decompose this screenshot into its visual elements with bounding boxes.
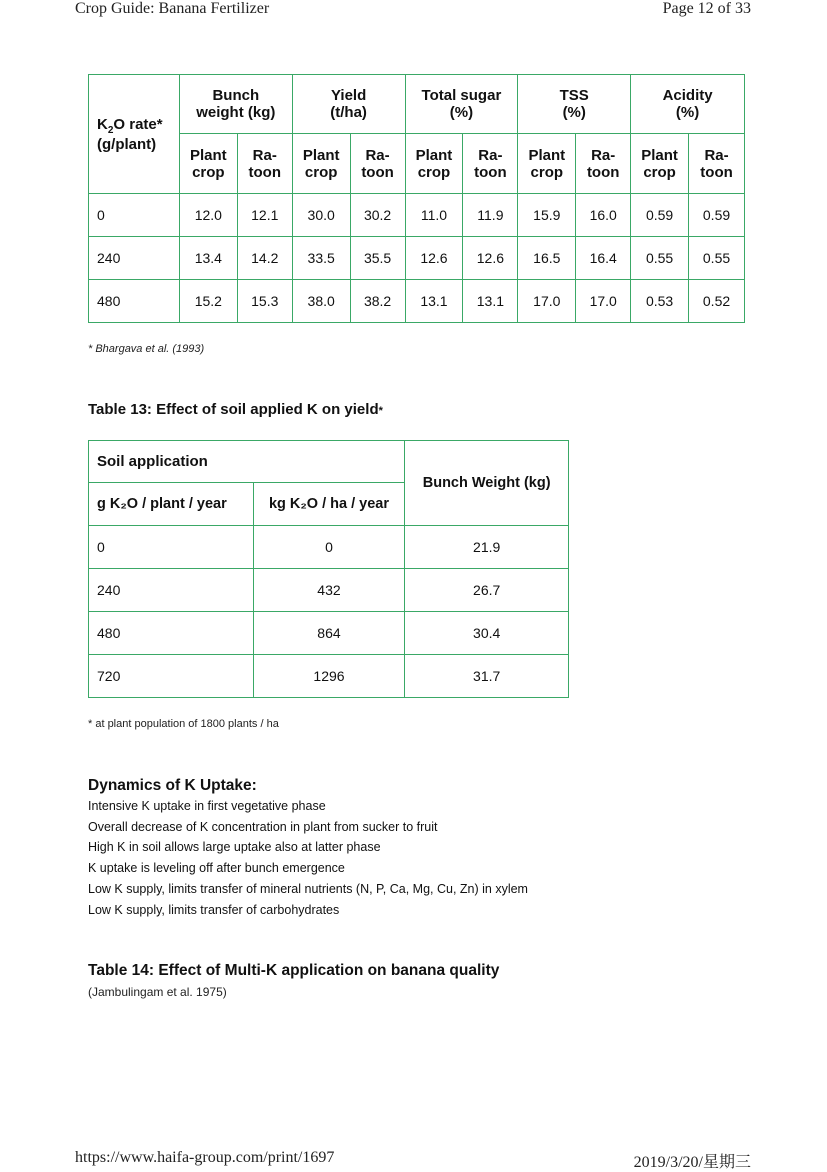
table-row bbox=[89, 612, 569, 655]
table13-footnote: * at plant population of 1800 plants / ha bbox=[88, 718, 279, 730]
cell: 0 bbox=[89, 194, 180, 237]
subheader-plant-crop: Plant crop bbox=[518, 134, 576, 194]
group-header: Bunch weight (kg) bbox=[179, 75, 292, 134]
soil-application-header: Soil application bbox=[89, 441, 405, 483]
subheader-plant-crop: Plant crop bbox=[631, 134, 689, 194]
table-row bbox=[89, 526, 569, 569]
list-item: Low K supply, limits transfer of mineral nutrients (N, P, Ca, Mg, Cu, Zn) in xylem bbox=[88, 882, 528, 896]
cell: 0.59 bbox=[631, 194, 689, 237]
table-row bbox=[89, 569, 569, 612]
kg-per-ha-header: kg K₂O / ha / year bbox=[253, 483, 405, 526]
header-title: Crop Guide: Banana Fertilizer bbox=[75, 0, 270, 17]
table-row bbox=[89, 655, 569, 698]
table12-footnote: * Bhargava et al. (1993) bbox=[88, 343, 205, 355]
table-row bbox=[89, 237, 745, 280]
cell: 0.53 bbox=[631, 280, 689, 323]
cell: 13.4 bbox=[179, 237, 237, 280]
cell: 1296 bbox=[253, 655, 405, 698]
dynamics-title: Dynamics of K Uptake: bbox=[88, 777, 257, 794]
subheader-ratoon: Ra- toon bbox=[463, 134, 518, 194]
list-item: High K in soil allows large uptake also at latter phase bbox=[88, 840, 381, 854]
cell: 16.0 bbox=[576, 194, 631, 237]
table-row bbox=[89, 194, 745, 237]
cell: 30.2 bbox=[350, 194, 405, 237]
cell: 432 bbox=[253, 569, 405, 612]
list-item: Overall decrease of K concentration in plant from sucker to fruit bbox=[88, 820, 438, 834]
page-number: Page 12 of 33 bbox=[662, 0, 751, 17]
table-k2o-rate bbox=[88, 74, 745, 323]
cell: 12.6 bbox=[405, 237, 463, 280]
cell: 720 bbox=[89, 655, 254, 698]
list-item: K uptake is leveling off after bunch emergence bbox=[88, 861, 345, 875]
cell: 0 bbox=[253, 526, 405, 569]
list-item: Intensive K uptake in first vegetative phase bbox=[88, 799, 326, 813]
cell: 864 bbox=[253, 612, 405, 655]
table13-title: Table 13: Effect of soil applied K on yield* bbox=[88, 401, 383, 418]
cell: 15.3 bbox=[237, 280, 292, 323]
cell: 240 bbox=[89, 237, 180, 280]
cell: 35.5 bbox=[350, 237, 405, 280]
cell: 240 bbox=[89, 569, 254, 612]
list-item: Low K supply, limits transfer of carbohydrates bbox=[88, 903, 340, 917]
bunch-weight-header: Bunch Weight (kg) bbox=[405, 441, 569, 526]
subheader-ratoon: Ra- toon bbox=[576, 134, 631, 194]
cell: 33.5 bbox=[292, 237, 350, 280]
cell: 12.6 bbox=[463, 237, 518, 280]
cell: 0.55 bbox=[689, 237, 745, 280]
cell: 480 bbox=[89, 612, 254, 655]
group-header: Yield (t/ha) bbox=[292, 75, 405, 134]
group-header: Acidity (%) bbox=[631, 75, 745, 134]
cell: 31.7 bbox=[405, 655, 569, 698]
cell: 30.4 bbox=[405, 612, 569, 655]
table14-source: (Jambulingam et al. 1975) bbox=[88, 985, 227, 999]
cell: 11.9 bbox=[463, 194, 518, 237]
subheader-plant-crop: Plant crop bbox=[405, 134, 463, 194]
subheader-plant-crop: Plant crop bbox=[179, 134, 237, 194]
cell: 480 bbox=[89, 280, 180, 323]
cell: 11.0 bbox=[405, 194, 463, 237]
cell: 15.2 bbox=[179, 280, 237, 323]
subheader-ratoon: Ra- toon bbox=[350, 134, 405, 194]
cell: 12.0 bbox=[179, 194, 237, 237]
cell: 17.0 bbox=[576, 280, 631, 323]
cell: 0.52 bbox=[689, 280, 745, 323]
subheader-plant-crop: Plant crop bbox=[292, 134, 350, 194]
subheader-ratoon: Ra- toon bbox=[237, 134, 292, 194]
cell: 16.5 bbox=[518, 237, 576, 280]
cell: 12.1 bbox=[237, 194, 292, 237]
table-row bbox=[89, 280, 745, 323]
k2o-rate-header: $K_2O$ rate* (g/plant) bbox=[89, 75, 180, 194]
cell: 13.1 bbox=[405, 280, 463, 323]
cell: 21.9 bbox=[405, 526, 569, 569]
group-header: Total sugar (%) bbox=[405, 75, 518, 134]
cell: 13.1 bbox=[463, 280, 518, 323]
cell: 17.0 bbox=[518, 280, 576, 323]
g-per-plant-header: g K₂O / plant / year bbox=[89, 483, 254, 526]
cell: 0.55 bbox=[631, 237, 689, 280]
cell: 38.2 bbox=[350, 280, 405, 323]
cell: 26.7 bbox=[405, 569, 569, 612]
cell: 0 bbox=[89, 526, 254, 569]
subheader-ratoon: Ra- toon bbox=[689, 134, 745, 194]
group-header: TSS (%) bbox=[518, 75, 631, 134]
cell: 14.2 bbox=[237, 237, 292, 280]
cell: 15.9 bbox=[518, 194, 576, 237]
cell: 0.59 bbox=[689, 194, 745, 237]
table14-title: Table 14: Effect of Multi-K application on banana quality bbox=[88, 962, 500, 979]
footer-url[interactable]: https://www.haifa-group.com/print/1697 bbox=[75, 1149, 335, 1166]
cell: 38.0 bbox=[292, 280, 350, 323]
cell: 16.4 bbox=[576, 237, 631, 280]
table-soil-applied-k bbox=[88, 440, 569, 698]
cell: 30.0 bbox=[292, 194, 350, 237]
footer-date: 2019/3/20/星期三 bbox=[633, 1154, 751, 1171]
